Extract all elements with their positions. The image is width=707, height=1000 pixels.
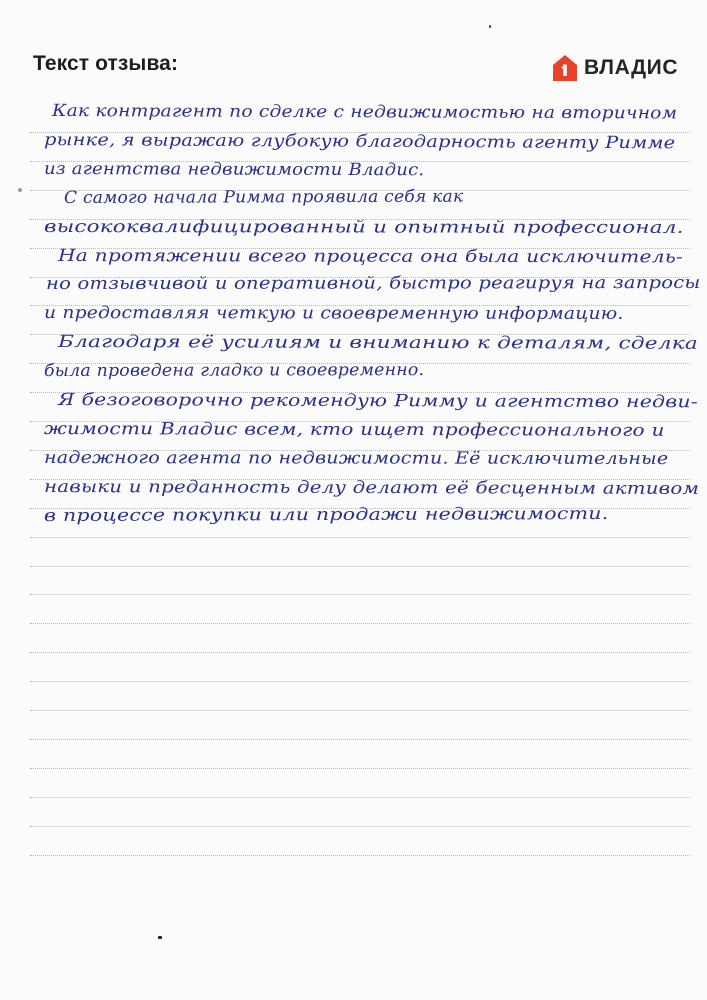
scan-speck (489, 25, 491, 28)
handwritten-line: Благодаря её усилиям и вниманию к деталям, сделка (57, 331, 698, 353)
ruled-line (30, 594, 690, 595)
ruled-line (30, 739, 690, 740)
ruled-line (30, 768, 690, 769)
ruled-line (30, 710, 690, 711)
ruled-line (30, 566, 690, 567)
ruled-line (30, 537, 690, 538)
house-logo-icon (552, 54, 578, 82)
handwritten-line: Как контрагент по сделке с недвижимостью на вторичном (51, 100, 678, 123)
scan-speck (18, 188, 22, 192)
ruled-line (30, 681, 690, 682)
handwritten-line: высококвалифицированный и опытный профессионал. (43, 216, 684, 237)
ruled-line (30, 652, 690, 653)
handwritten-line: С самого начала Римма проявила себя как (63, 185, 464, 207)
handwritten-line: На протяжении всего процесса она была исключитель- (57, 245, 684, 267)
scan-speck (158, 936, 162, 939)
ruled-line (30, 826, 690, 827)
handwritten-line: из агентства недвижимости Владис. (43, 158, 425, 180)
handwritten-line: была проведена гладко и своевременно. (43, 359, 425, 380)
handwritten-line: надежного агента по недвижимости. Её исключительные (43, 447, 669, 468)
page-title: Текст отзыва: (33, 52, 179, 75)
handwritten-line: навыки и преданность делу делают её бесценным активом (43, 476, 700, 498)
handwritten-line: рынке, я выражаю глубокую благодарность агенту Римме (43, 129, 676, 153)
brand-logo (552, 54, 678, 82)
handwritten-line: Я безоговорочно рекомендую Римму и агентство недви- (57, 389, 698, 412)
ruled-line (30, 623, 690, 624)
ruled-line (30, 797, 690, 798)
handwritten-line: но отзывчивой и оперативной, быстро реагируя на запросы (45, 272, 701, 293)
handwritten-line: жимости Владис всем, кто ищет профессионального и (43, 418, 665, 440)
brand-name: ВЛАДИС (584, 56, 679, 79)
handwritten-line: и предоставляя четкую и своевременную информацию. (43, 302, 624, 323)
handwritten-line: в процессе покупки или продажи недвижимости. (43, 502, 609, 525)
ruled-line (30, 855, 690, 856)
